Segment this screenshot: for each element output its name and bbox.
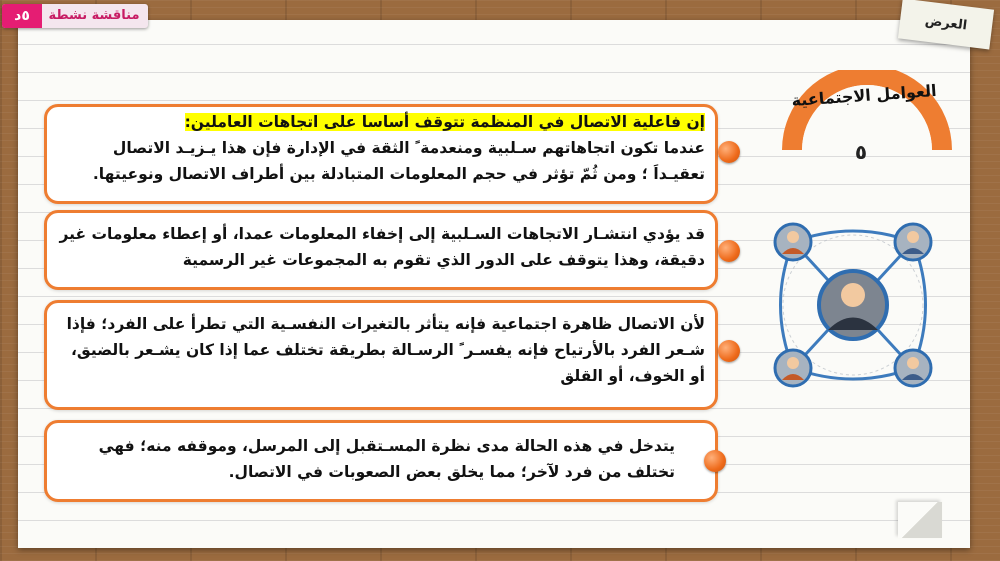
box-text: قد يؤدي انتشـار الاتجاهات السـلبية إلى إخفاء المعلومات عمدا، أو إعطاء معلومات غير دقيقة، وهذا يتوقف على الدور الذي تقوم به المجموعات غير الرسمية [59,225,705,269]
people-network-illustration [748,200,958,410]
box-text: عندما تكون اتجاهاتهم سـلبية ومنعدمة ً الثقة في الإدارة فإن هذا يـزيـد الاتصال تعقيـداَ ؛ ومن ثُمّ تؤثر في حجم المعلومات المتبادلة بين أطراف الاتصال ونوعيتها. [92,139,705,183]
topic-title: العوامل الاجتماعية [790,80,938,111]
bullet-dot-4 [704,450,726,472]
box-text: لأن الاتصال ظاهرة اجتماعية فإنه يتأثر بالتغيرات النفسـية التي تطرأ على الفرد؛ فإذا شـعر الفرد بالأرتياح فإنه يفسـر ً الرسـالة بطريقة تختلف عما إذا كان يشـعر بالضيق، أو الخوف، أو القلق [66,315,705,385]
activity-number: ٥د [2,4,42,28]
topic-number: ٥ [854,140,868,164]
person-avatar-bottom-right [895,350,931,386]
bullet-dot-3 [718,340,740,362]
box-text: يتدخل في هذه الحالة مدى نظرة المسـتقبل إلى المرسل، وموقفه منه؛ فهي تختلف من فرد لآخر؛ مما يخلق بعض الصعوبات في الاتصال. [98,437,675,481]
content-box-3 [44,300,718,410]
box-heading: إن فاعلية الاتصال في المنظمة تتوقف أساسا على اتجاهات العاملين: [184,113,705,131]
section-tab[interactable]: العرض [898,0,994,49]
page-curl [898,502,942,538]
content-box-2 [44,210,718,290]
activity-tag [2,4,148,28]
activity-label: مناقشة نشطة [48,8,140,23]
content-box-4 [44,420,718,502]
center-person-avatar [819,271,887,339]
bullet-dot-1 [718,141,740,163]
bullet-dot-2 [718,240,740,262]
person-avatar-top-left [775,224,811,260]
content-box-1 [44,104,718,204]
person-avatar-bottom-left [775,350,811,386]
person-avatar-top-right [895,224,931,260]
